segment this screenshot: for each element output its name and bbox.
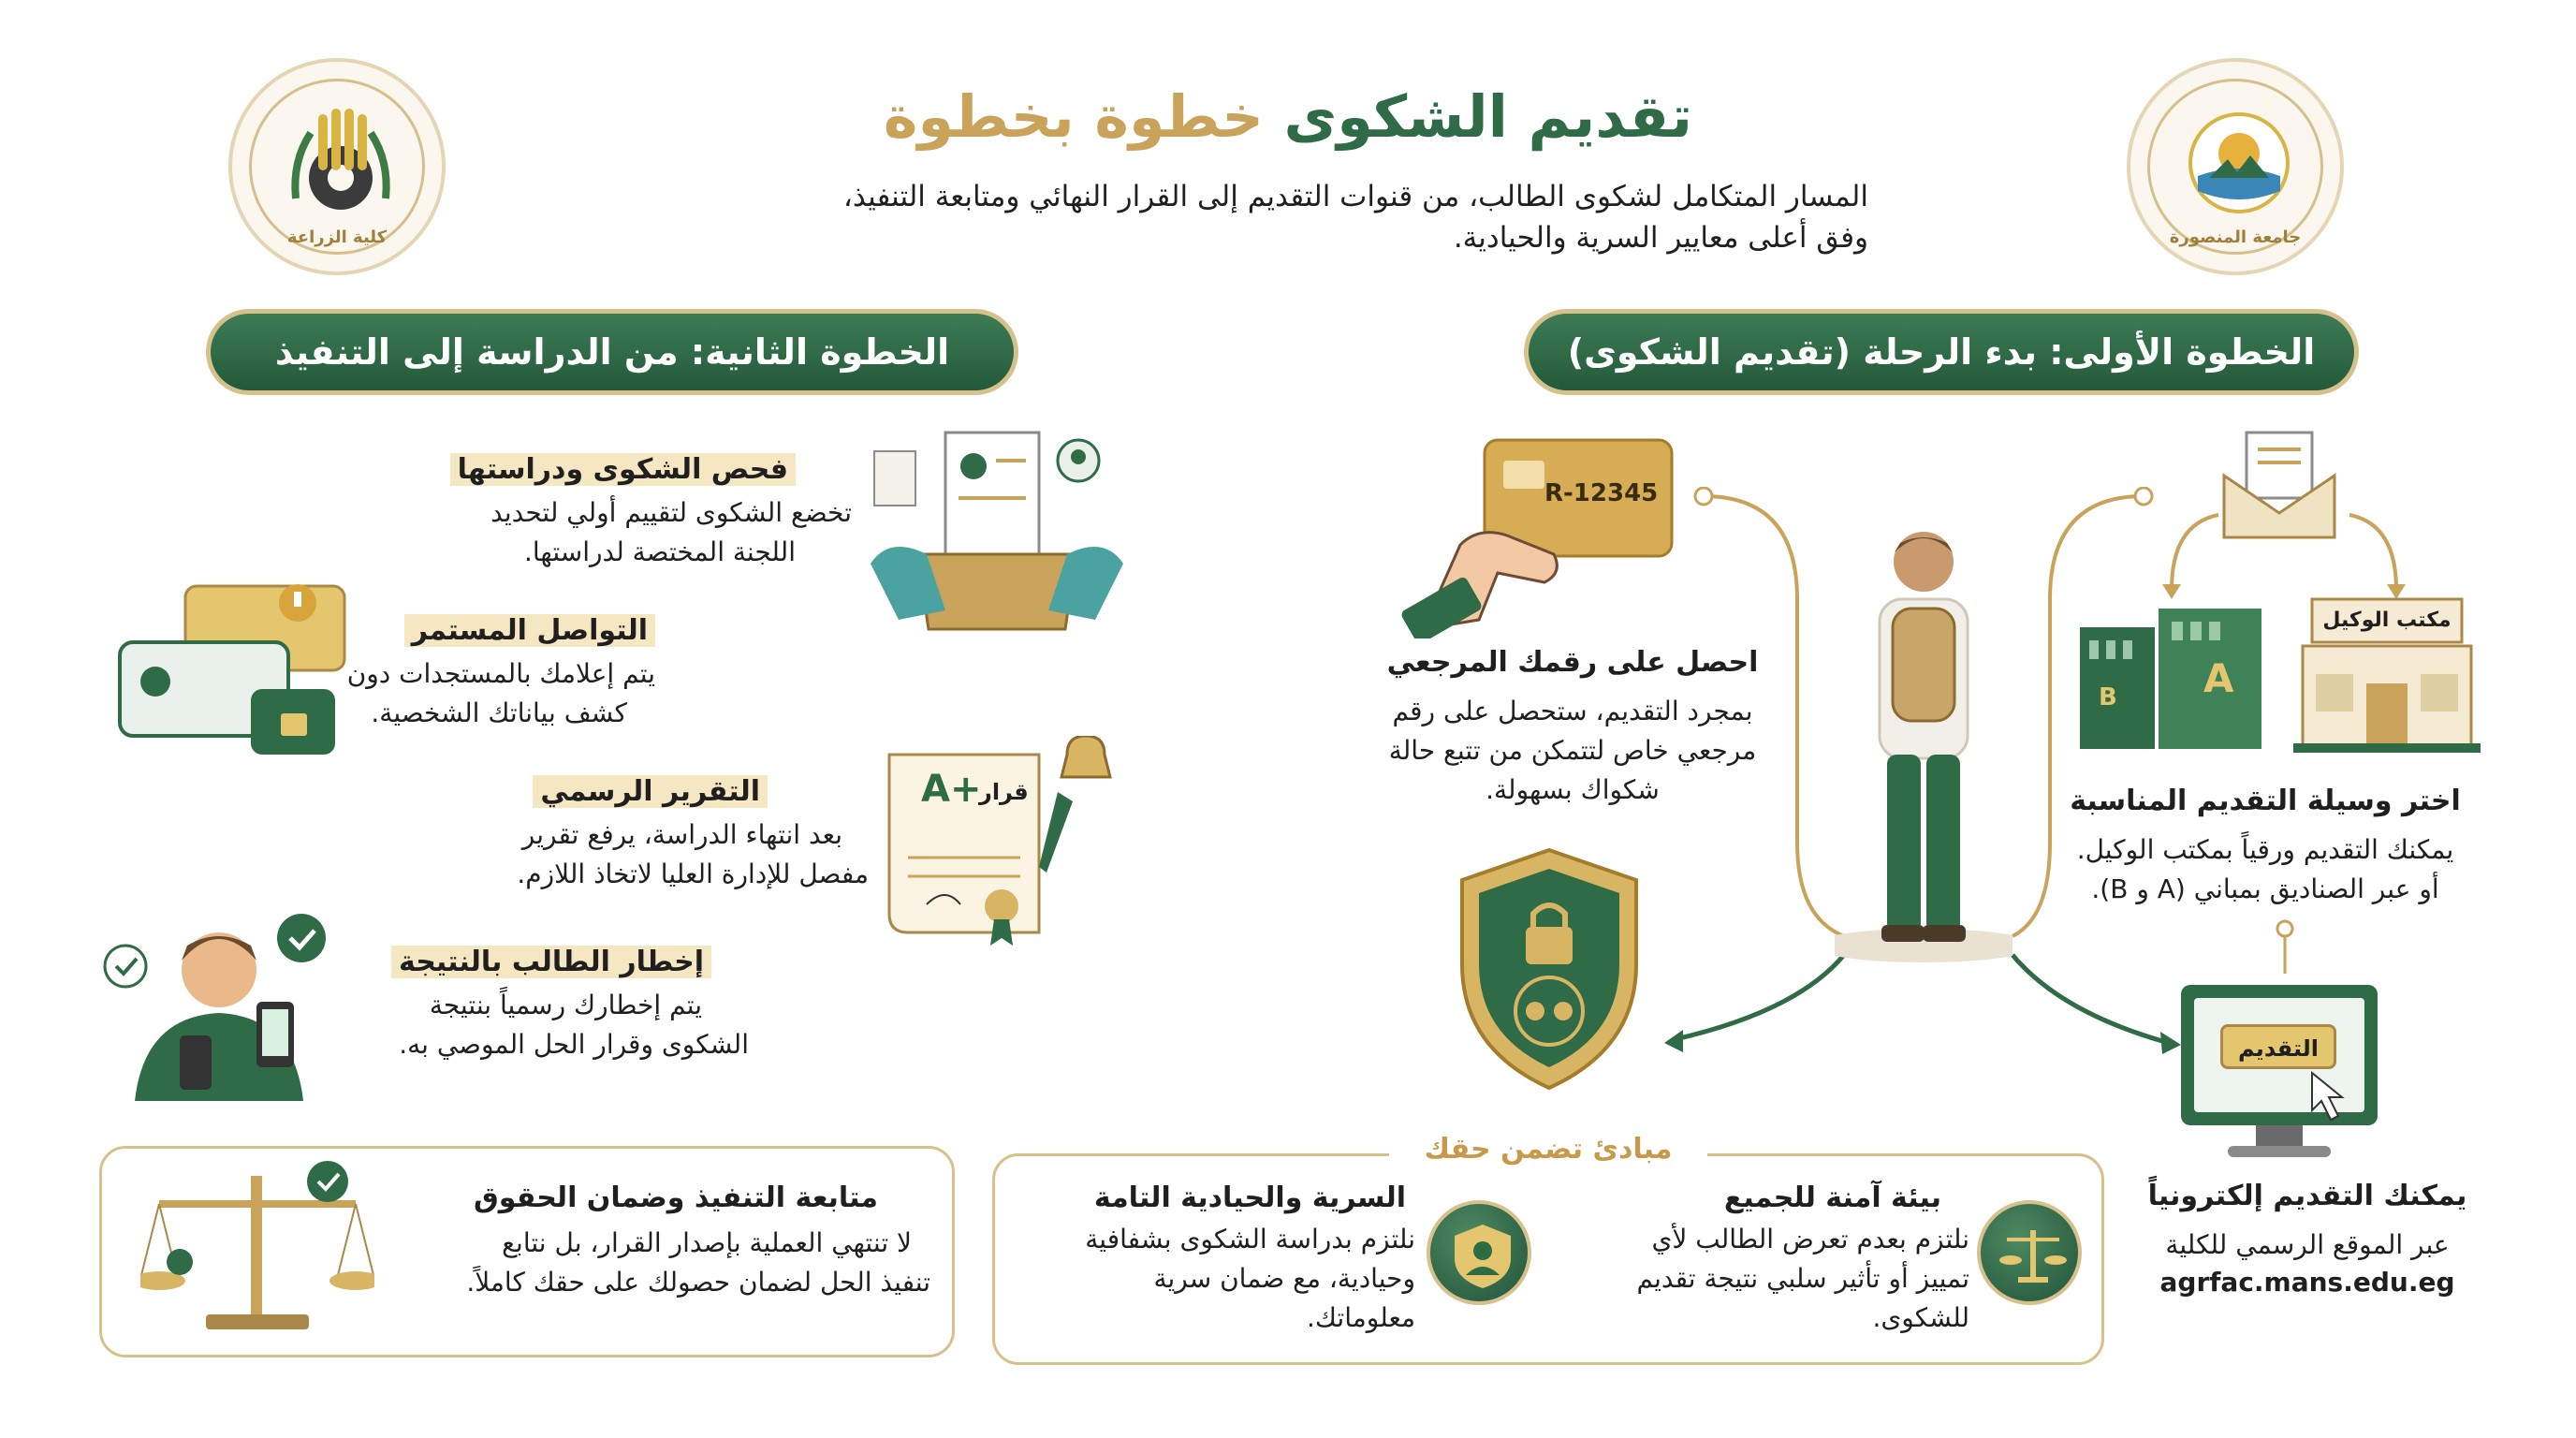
reference-card-illustration (1395, 433, 1685, 638)
method-body (2022, 830, 2509, 909)
principle-1-line-3: للشكوى. (1872, 1302, 1969, 1333)
step2-item-2-line-2: كشف بياناتك الشخصية. (371, 697, 627, 728)
principle-2-body (1003, 1220, 1415, 1338)
step2-item-2-body (281, 654, 655, 733)
balance-badge (1977, 1200, 2082, 1305)
step2-item-4-line-1: يتم إخطارك رسمياً بنتيجة (429, 990, 702, 1020)
reference-body-line-2: مرجعي خاص لتتمكن من تتبع حالة (1388, 735, 1757, 766)
principle-1-body (1558, 1220, 1969, 1338)
university-emblem-icon (2181, 105, 2297, 221)
page-subtitle (633, 176, 1868, 258)
step2-item-1-body (281, 493, 852, 572)
balance-scale-icon (1998, 1221, 2069, 1292)
reference-body-line-3: شكواك بسهولة. (1486, 774, 1660, 805)
followup-body (365, 1224, 930, 1302)
faculty-logo (228, 58, 446, 275)
principles-label: مبادئ تضمن حقك (1389, 1129, 1707, 1170)
method-title: اختر وسيلة التقديم المناسبة (2070, 785, 2461, 817)
step2-item-1-line-1: تخضع الشكوى لتقييم أولي لتحديد (490, 497, 852, 528)
scales-icon (140, 1157, 374, 1344)
step-2-banner: الخطوة الثانية: من الدراسة إلى التنفيذ (206, 309, 1018, 395)
title-part-1: تقديم الشكوى (1283, 82, 1693, 151)
principle-1 (1558, 1181, 1969, 1338)
method-body-line-2: أو عبر الصناديق بمباني (A و B). (2091, 873, 2439, 904)
reference-block (1329, 646, 1816, 810)
step2-item-1-line-2: اللجنة المختصة لدراستها. (523, 536, 796, 567)
report-scroll-illustration (871, 736, 1133, 951)
faculty-logo-text: كلية الزراعة (286, 227, 388, 247)
step2-item-1-title: فحص الشكوى ودراستها (281, 453, 796, 486)
report-grade: A+ (921, 768, 982, 811)
followup-title: متابعة التنفيذ وضمان الحقوق (473, 1181, 878, 1214)
university-logo (2127, 58, 2344, 275)
principle-1-line-2: تمييز أو تأثير سلبي نتيجة تقديم (1636, 1263, 1969, 1294)
step2-item-1 (281, 453, 852, 572)
building-a-label: A (2203, 655, 2234, 701)
student-illustration (1835, 524, 2012, 964)
buildings-a-b-illustration (2074, 599, 2271, 758)
principle-1-line-1: نلتزم بعدم تعرض الطالب لأي (1651, 1224, 1969, 1255)
apply-button[interactable]: التقديم (2220, 1024, 2336, 1069)
reference-title: احصل على رقمك المرجعي (1386, 646, 1759, 679)
principle-2-line-3: معلوماتك. (1306, 1302, 1415, 1333)
principle-1-title: بيئة آمنة للجميع (1723, 1181, 1941, 1214)
computer-illustration (2172, 979, 2387, 1167)
wheat-gear-icon (283, 105, 399, 221)
step2-item-3-title: التقرير الرسمي (281, 775, 768, 808)
method-to-online-connector (2271, 917, 2299, 974)
step-1-banner: الخطوة الأولى: بدء الرحلة (تقديم الشكوى) (1524, 309, 2359, 395)
reference-body-line-1: بمجرد التقديم، ستحصل على رقم (1392, 696, 1753, 726)
step2-item-2-line-1: يتم إعلامك بالمستجدات دون (346, 658, 655, 689)
step2-item-2-title: التواصل المستمر (281, 614, 655, 647)
university-logo-text: جامعة المنصورة (2169, 227, 2302, 247)
step2-item-3 (281, 775, 869, 894)
principle-2-line-1: نلتزم بدراسة الشكوى بشفافية (1085, 1224, 1415, 1255)
report-label: قرار (979, 779, 1029, 805)
step2-item-3-line-1: بعد انتهاء الدراسة، يرفع تقرير (521, 819, 842, 850)
principle-2-title: السرية والحيادية التامة (1093, 1181, 1406, 1214)
building-b-label: B (2099, 683, 2117, 712)
reference-card-number: R-12345 (1544, 479, 1659, 507)
document-review-illustration (861, 423, 1133, 638)
followup-body-line-1: لا تنتهي العملية بإصدار القرار، بل نتابع (502, 1227, 912, 1258)
online-block (2106, 1180, 2509, 1298)
online-title: يمكنك التقديم إلكترونياً (2147, 1180, 2467, 1212)
step2-item-2 (281, 614, 655, 733)
title-part-2: خطوة بخطوة (883, 82, 1264, 151)
step2-item-3-body (281, 815, 869, 894)
shield-lock-icon (1451, 843, 1647, 1095)
envelope-split-arrows (2153, 487, 2415, 599)
online-url[interactable]: agrfac.mans.edu.eg (2159, 1267, 2455, 1298)
step2-item-4-title: إخطار الطالب بالنتيجة (281, 946, 711, 978)
reference-body (1329, 692, 1816, 810)
followup-text (365, 1181, 930, 1302)
principle-2-line-2: وحيادية، مع ضمان سرية (1153, 1263, 1415, 1294)
office-sign: مكتب الوكيل (2322, 609, 2452, 632)
step2-item-4 (281, 946, 749, 1064)
online-body: عبر الموقع الرسمي للكلية (2165, 1229, 2450, 1260)
subtitle-line-1: المسار المتكامل لشكوى الطالب، من قنوات التقديم إلى القرار النهائي ومتابعة التنفيذ، (842, 180, 1868, 213)
step2-item-3-line-2: مفصل للإدارة العليا لاتخاذ اللازم. (517, 858, 869, 889)
shield-user-icon (1447, 1221, 1518, 1292)
principle-2 (1003, 1181, 1415, 1338)
followup-body-line-2: تنفيذ الحل لضمان حصولك على حقك كاملاً. (466, 1267, 930, 1298)
subtitle-line-2: وفق أعلى معايير السرية والحيادية. (1453, 221, 1868, 255)
privacy-badge (1427, 1200, 1531, 1305)
method-body-line-1: يمكنك التقديم ورقياً بمكتب الوكيل. (2076, 834, 2454, 865)
page-title (820, 82, 1756, 151)
step2-item-4-body (281, 986, 749, 1064)
method-block (2022, 785, 2509, 909)
step2-item-4-line-2: الشكوى وقرار الحل الموصي به. (399, 1029, 749, 1060)
